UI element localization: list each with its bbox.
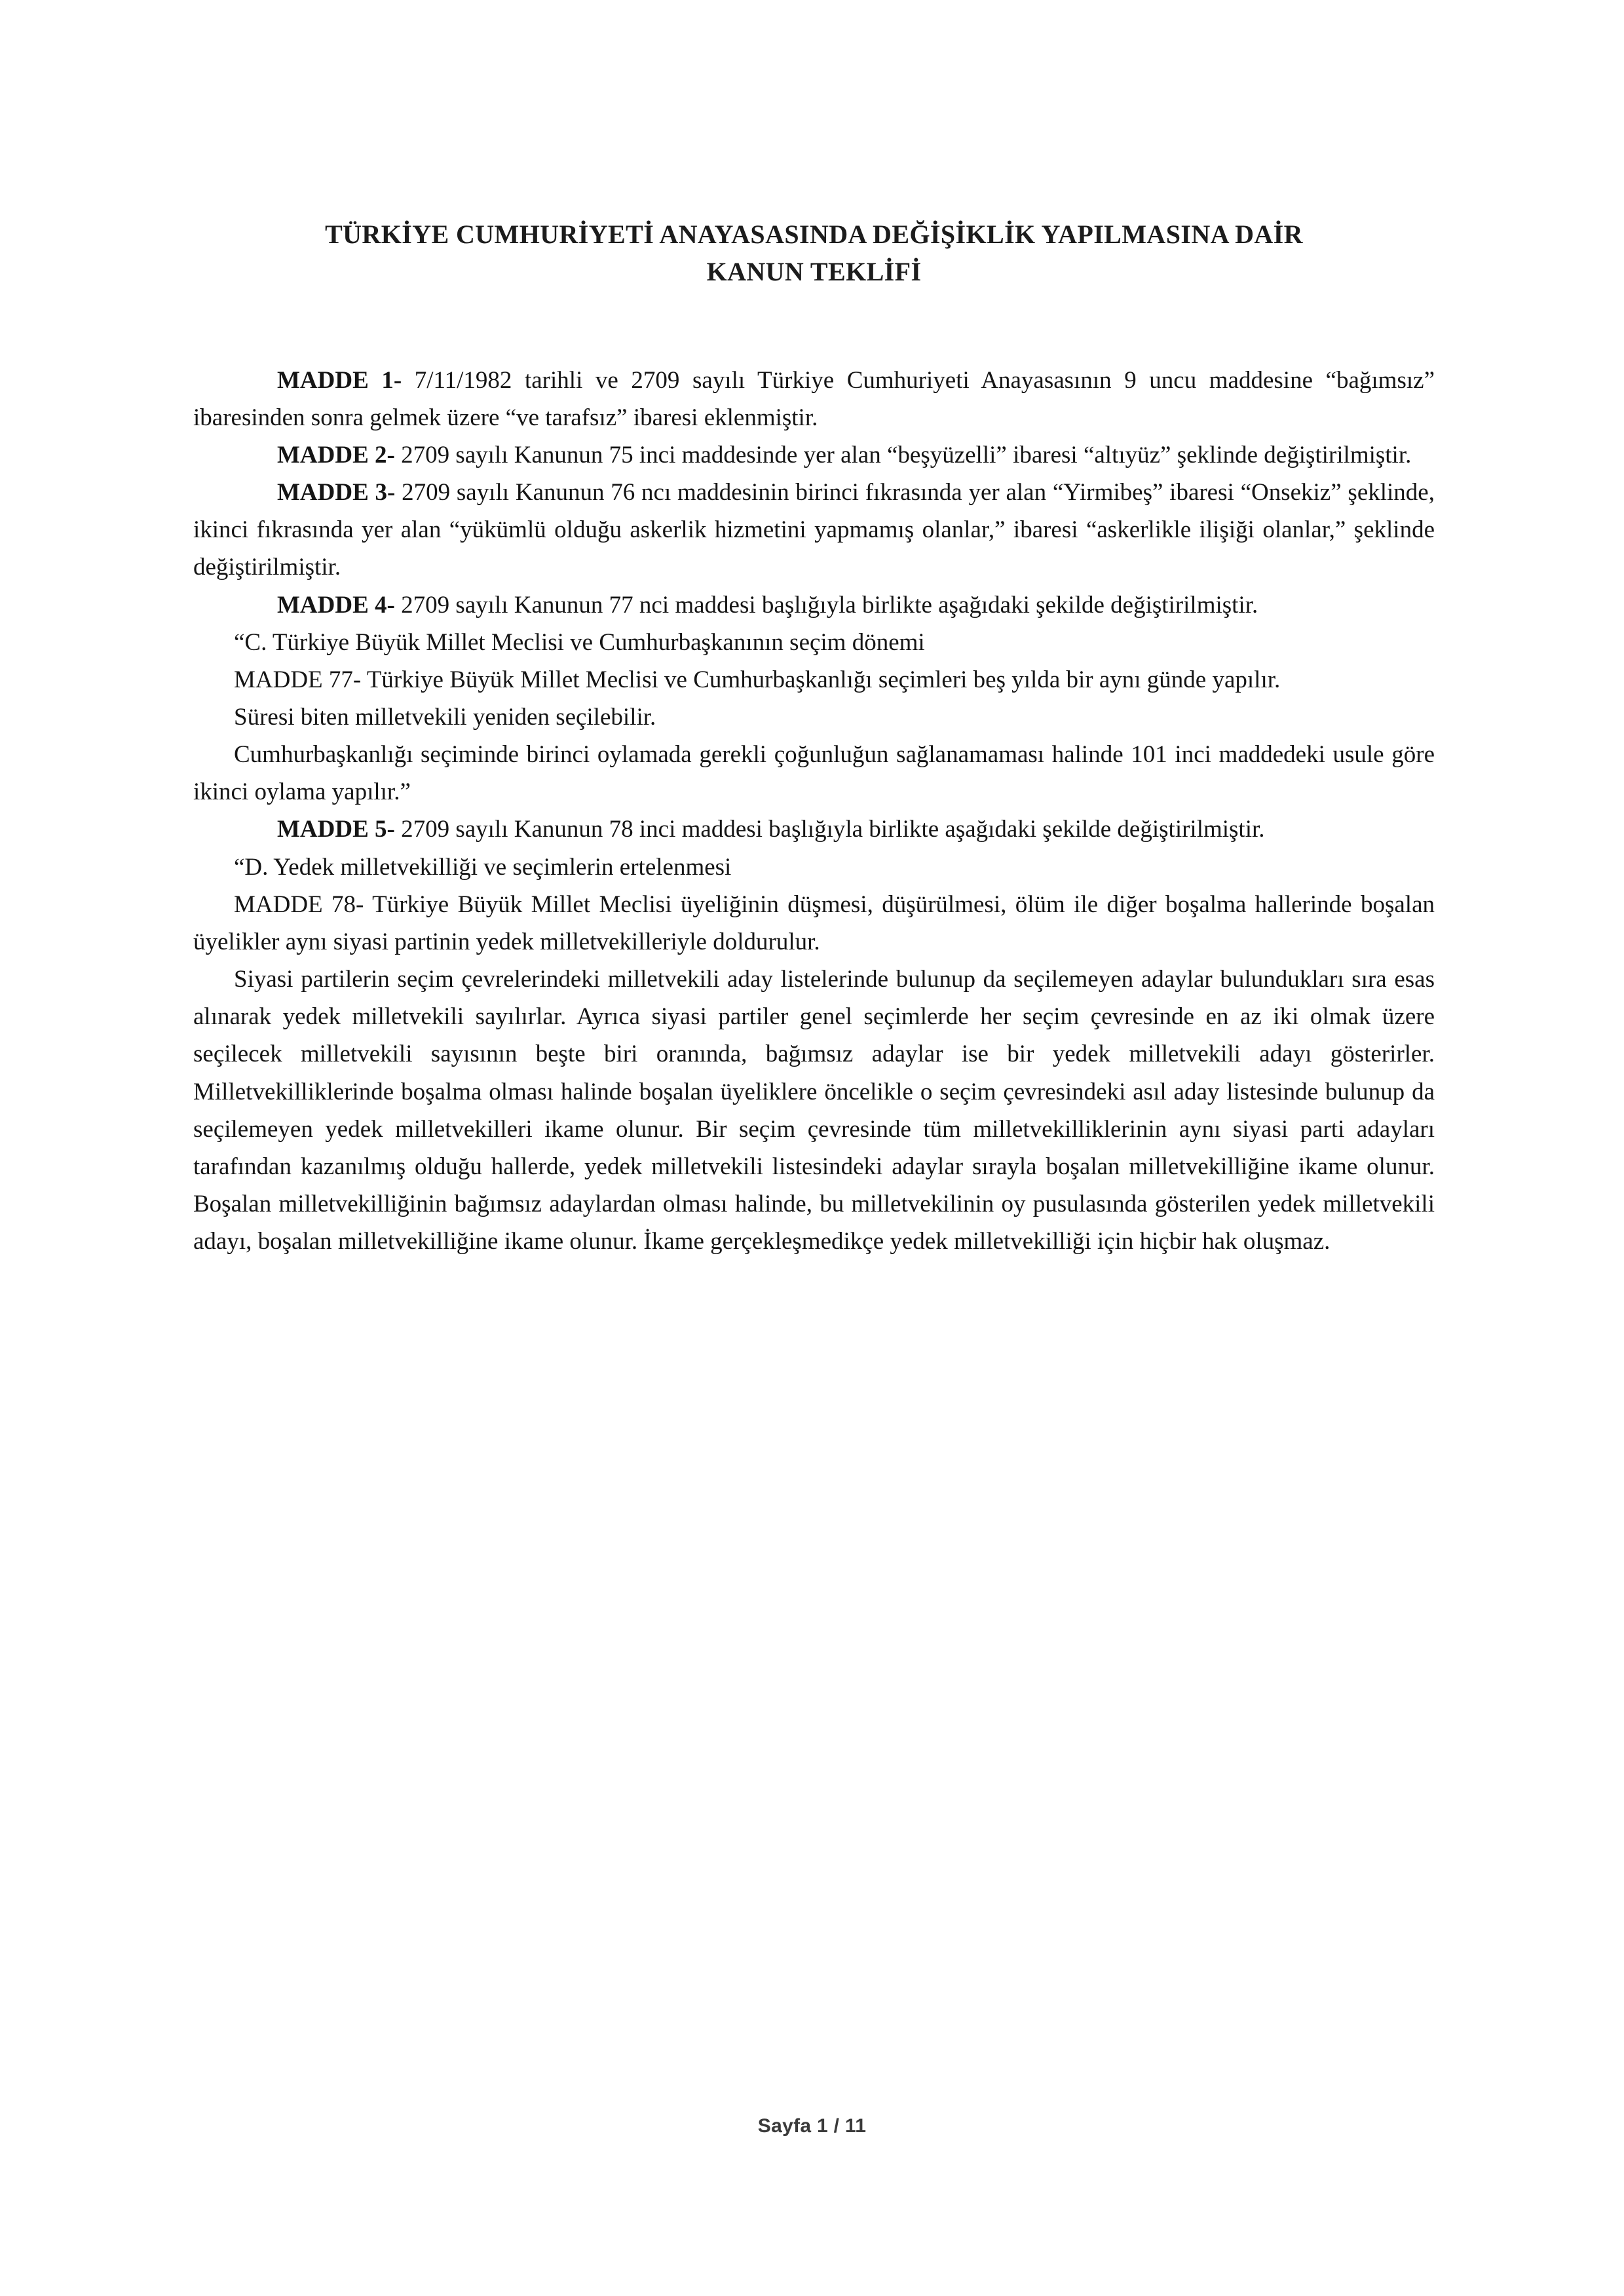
article-text-madde-3: 2709 sayılı Kanunun 76 ncı maddesinin birinci fıkrasında yer alan “Yirmibeş” ibaresi “Onsekiz” şeklinde, ikinci fıkrasında yer alan “yükümlü olduğu askerlik hizmetini yapmamış olanlar,” ibaresi “askerlikle ilişiği olanlar,” şeklinde değiştirilmiştir. [193, 479, 1435, 581]
article-text-madde-1: 7/11/1982 tarihli ve 2709 sayılı Türkiye Cumhuriyeti Anayasasının 9 uncu maddesine “bağımsız” ibaresinden sonra gelmek üzere “ve tarafsız” ibaresi eklenmiştir. [193, 366, 1435, 431]
article-madde-5 [193, 811, 1435, 848]
article-madde-78 [193, 886, 1435, 961]
article-madde-77-p2 [193, 698, 1435, 736]
article-label-madde-5: MADDE 5- [277, 816, 395, 843]
article-text-madde-78-p2: Siyasi partilerin seçim çevrelerindeki milletvekili aday listelerinde bulunup da seçilemeyen adaylar bulundukları sıra esas alınarak yedek milletvekili sayılırlar. Ayrıca siyasi partiler genel seçimlerde her seçim çevresinde en az iki olmak üzere seçilecek milletvekili sayısının beşte biri oranında, bağımsız adaylar ise bir yedek milletvekili adayı gösterirler. Milletvekilliklerinde boşalma olması halinde boşalan üyeliklere öncelikle o seçim çevresindeki asıl aday listesinde bulunup da seçilemeyen yedek milletvekilleri ikame olunur. Bir seçim çevresinde tüm milletvekilliklerinin aynı siyasi parti adayları tarafından kazanılmış olduğu hallerde, yedek milletvekili listesindeki adaylar sırayla boşalan milletvekilliğine ikame olunur. Boşalan milletvekilliğinin bağımsız adaylardan olması halinde, bu milletvekilinin oy pusulasında gösterilen yedek milletvekili adayı, boşalan milletvekilliğine ikame olunur. İkame gerçekleşmedikçe yedek milletvekilliği için hiçbir hak oluşmaz. [193, 966, 1435, 1255]
page-footer [0, 2115, 1624, 2137]
page-number-label: Sayfa 1 / 11 [757, 2115, 867, 2137]
article-text-madde-4-heading-c: “C. Türkiye Büyük Millet Meclisi ve Cumhurbaşkanının seçim dönemi [234, 628, 925, 656]
article-text-madde-2: 2709 sayılı Kanunun 75 inci maddesinde yer alan “beşyüzelli” ibaresi “altıyüz” şeklinde değiştirilmiştir. [394, 441, 1412, 469]
article-madde-4 [193, 586, 1435, 624]
page-title [193, 216, 1435, 291]
article-text-madde-77-p2: Süresi biten milletvekili yeniden seçilebilir. [234, 704, 656, 731]
article-madde-5-heading-d [193, 849, 1435, 886]
article-label-madde-77: MADDE 77- [234, 666, 362, 693]
article-label-madde-78: MADDE 78- [234, 890, 364, 918]
article-text-madde-5-heading-d: “D. Yedek milletvekilliği ve seçimlerin ertelenmesi [234, 853, 732, 881]
article-label-madde-4: MADDE 4- [277, 591, 395, 619]
article-madde-78-p2 [193, 961, 1435, 1260]
document-body [193, 362, 1435, 1261]
article-text-madde-78: Türkiye Büyük Millet Meclisi üyeliğinin düşmesi, düşürülmesi, ölüm ile diğer boşalma hallerinde boşalan üyelikler aynı siyasi partinin yedek milletvekilleriyle doldurulur. [193, 890, 1435, 955]
article-text-madde-77-p3: Cumhurbaşkanlığı seçiminde birinci oylamada gerekli çoğunluğun sağlanamaması halinde 101 inci maddedeki usule göre ikinci oylama yapılır.” [193, 741, 1435, 806]
article-text-madde-4: 2709 sayılı Kanunun 77 nci maddesi başlığıyla birlikte aşağıdaki şekilde değiştirilmiştir. [394, 591, 1258, 619]
document-content [193, 216, 1435, 1260]
page-title-line-2: KANUN TEKLİFİ [706, 256, 922, 286]
article-madde-77 [193, 661, 1435, 698]
article-label-madde-3: MADDE 3- [277, 479, 396, 507]
article-madde-3 [193, 474, 1435, 586]
article-madde-2 [193, 436, 1435, 474]
article-text-madde-77: Türkiye Büyük Millet Meclisi ve Cumhurbaşkanlığı seçimleri beş yılda bir aynı günde yapılır. [361, 666, 1281, 693]
article-madde-77-p3 [193, 736, 1435, 811]
article-label-madde-1: MADDE 1- [277, 366, 402, 394]
article-madde-4-heading-c [193, 624, 1435, 661]
article-text-madde-5: 2709 sayılı Kanunun 78 inci maddesi başlığıyla birlikte aşağıdaki şekilde değiştirilmiştir. [394, 816, 1265, 843]
article-madde-1 [193, 362, 1435, 436]
page-title-line-1: TÜRKİYE CUMHURİYETİ ANAYASASINDA DEĞİŞİKLİK YAPILMASINA DAİR [325, 220, 1303, 249]
article-label-madde-2: MADDE 2- [277, 441, 395, 469]
